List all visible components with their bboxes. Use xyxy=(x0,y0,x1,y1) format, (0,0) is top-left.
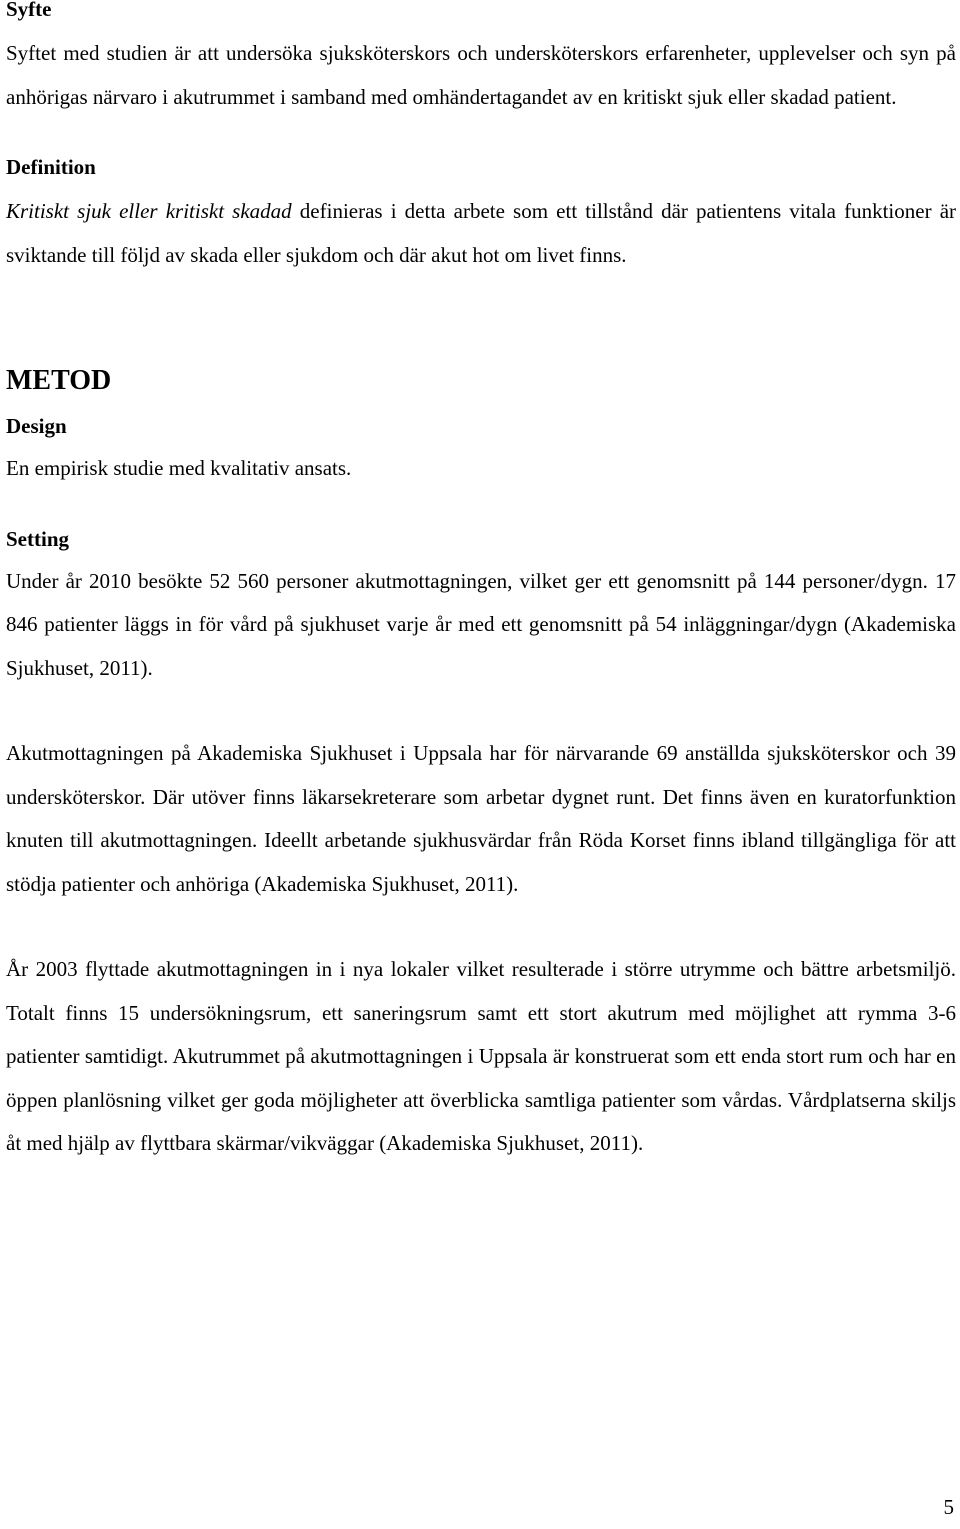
design-paragraph: En empirisk studie med kvalitativ ansats. xyxy=(6,456,352,480)
page-number: 5 xyxy=(943,1495,954,1519)
definition-text: definieras i detta arbete som ett tillstånd där patientens vitala funktioner är sviktande till följd av skada eller sjukdom och där akut hot om livet finns. xyxy=(6,199,957,267)
metod-section xyxy=(6,363,956,399)
setting-paragraph-2: Akutmottagningen på Akademiska Sjukhuset i Uppsala har för närvarande 69 anställda sjuksköterskor och 39 undersköterskor. Där utöver finns läkarsekreterare som arbetar dygnet runt. Det finns även en kuratorfunktion knuten till akutmottagningen. Ideellt arbetande sjukhusvärdar från Röda Korset finns ibland tillgängliga för att stödja patienter och anhöriga (Akademiska Sjukhuset, 2011). xyxy=(6,741,956,896)
setting-paragraph-1: Under år 2010 besökte 52 560 personer akutmottagningen, vilket ger ett genomsnitt på 144 personer/dygn. 17 846 patienter läggs in för vård på sjukhuset varje år med ett genomsnitt på 54 inläggningar/dygn (Akademiska Sjukhuset, 2011). xyxy=(6,568,956,680)
document-page xyxy=(6,0,956,1166)
setting-section xyxy=(6,524,956,1166)
syfte-paragraph: Syftet med studien är att undersöka sjuksköterskors och undersköterskors erfarenheter, upplevelser och syn på anhörigas närvaro i akutrummet i samband med omhändertagandet av en kritiskt sjuk eller skadad patient. xyxy=(6,41,956,109)
setting-heading: Setting xyxy=(6,526,69,551)
design-section xyxy=(6,411,956,491)
setting-paragraph-3: År 2003 flyttade akutmottagningen in i nya lokaler vilket resulterade i större utrymme och bättre arbetsmiljö. Totalt finns 15 undersökningsrum, ett saneringsrum samt ett stort akutrum med möjlighet att rymma 3-6 patienter samtidigt. Akutrummet på akutmottagningen i Uppsala är konstruerat som ett enda stort rum och har en öppen planlösning vilket ger goda möjligheter att överblicka samtliga patienter som vårdas. Vårdplatserna skiljs åt med hjälp av flyttbara skärmar/vikväggar (Akademiska Sjukhuset, 2011). xyxy=(6,957,956,1155)
definition-term: Kritiskt sjuk eller kritiskt skadad xyxy=(6,199,292,223)
syfte-heading: Syfte xyxy=(6,0,52,21)
definition-paragraph xyxy=(6,190,956,277)
definition-heading: Definition xyxy=(6,155,96,179)
definition-section xyxy=(6,152,956,277)
metod-heading: METOD xyxy=(6,365,112,396)
syfte-section xyxy=(6,0,956,119)
design-heading: Design xyxy=(6,414,67,438)
